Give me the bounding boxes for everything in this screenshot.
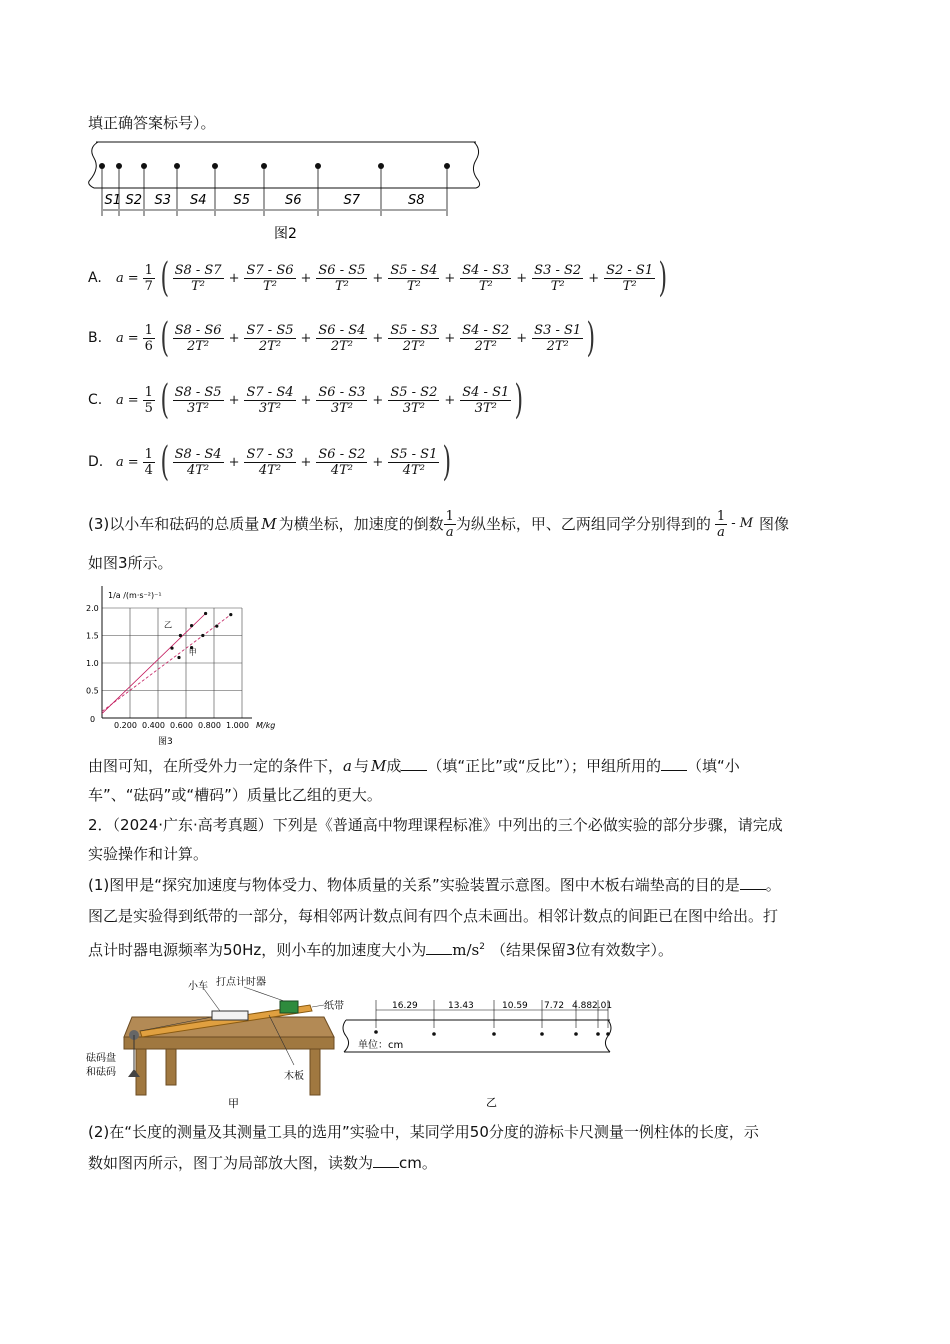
y-tick-label: 2.0	[86, 604, 99, 613]
option-term: $\frac{S7 - S3}{\text{4T²}}$	[246, 446, 294, 478]
distance-label: 4.88	[572, 1001, 593, 1011]
q2-part1-line3: 点计时器电源频率为50Hz，则小车的加速度大小为 $m/s^2$ （结果保留3位有效数字）。	[88, 941, 674, 959]
q3-text-a: (3)以小车和砝码的总质量	[88, 515, 260, 533]
option-term: $\frac{S7 - S4}{\text{3T²}}$	[246, 384, 294, 416]
answer-blank-1[interactable]	[401, 756, 427, 771]
answer-blank-3[interactable]	[740, 875, 766, 890]
data-point	[177, 656, 180, 659]
option-term: $\frac{S5 - S2}{\text{3T²}}$	[390, 384, 438, 416]
option-term: $\frac{S5 - S4}{\text{T²}}$	[390, 262, 438, 294]
option-term: $\frac{S8 - S5}{\text{3T²}}$	[174, 384, 222, 416]
option-term: $\frac{S6 - S3}{\text{3T²}}$	[318, 384, 366, 416]
fig3-caption: 图3	[158, 737, 173, 747]
option-term: $\frac{S2 - S1}{\text{T²}}$	[606, 262, 654, 294]
x-tick-label: 0.600	[170, 721, 193, 730]
segment-label: S4	[190, 193, 207, 208]
option-label: C.	[88, 392, 103, 408]
distance-label: 7.72	[544, 1001, 565, 1011]
option-term: $\frac{S4 - S1}{\text{3T²}}$	[462, 384, 510, 416]
data-point	[215, 625, 218, 628]
option-term: $\frac{S3 - S1}{\text{2T²}}$	[534, 322, 582, 354]
y-tick-label: 0.5	[86, 686, 99, 696]
label-tape: 纸带	[324, 1001, 344, 1012]
q3-line1: (3)以小车和砝码的总质量 M 为横坐标，加速度的倒数 $\frac{1}{a}$ 为纵坐标，甲、乙两组同学分别得到的 $\frac{1}{a}$ - M 图像	[88, 508, 790, 540]
option-term: $\frac{S6 - S5}{\text{T²}}$	[318, 262, 366, 294]
x-axis-label: M/kg	[256, 721, 276, 730]
data-point	[179, 634, 182, 637]
q3-text-c: 为纵坐标，甲、乙两组同学分别得到的	[455, 515, 711, 533]
option-term: $\frac{S5 - S1}{\text{4T²}}$	[390, 446, 438, 478]
segment-label: S5	[233, 193, 251, 208]
option-term: $\frac{S8 - S4}{\text{4T²}}$	[174, 446, 222, 478]
x-tick-label: 0.800	[198, 721, 221, 730]
segment-label: S1	[104, 193, 122, 208]
y-tick-label: 0	[90, 715, 96, 724]
answer-blank-4[interactable]	[426, 940, 452, 955]
var-M: M	[261, 515, 277, 533]
option-label: B.	[88, 330, 103, 346]
option-term: $\frac{S8 - S7}{\text{T²}}$	[174, 262, 222, 294]
option-term: $\frac{S8 - S6}{\text{2T²}}$	[174, 322, 222, 354]
option-term: $\frac{S3 - S2}{\text{T²}}$	[534, 262, 582, 294]
count-point	[432, 1032, 436, 1036]
apparatus-figure	[84, 965, 344, 1110]
conclusion-line1: 由图可知，在所受外力一定的条件下，a 与 M成 （填“正比”或“反比”）；甲组所用的 （填“小	[88, 757, 740, 775]
option-term: $\frac{S7 - S6}{\text{T²}}$	[246, 262, 294, 294]
intro-line: 填正确答案标号）。	[88, 114, 216, 132]
count-point	[606, 1032, 610, 1036]
data-point	[170, 647, 173, 650]
label-weight-pan: 砝码盘	[86, 1053, 116, 1064]
option-label: D.	[88, 454, 104, 470]
option-term: $\frac{S6 - S4}{\text{2T²}}$	[318, 322, 366, 354]
fig3-chart	[84, 580, 314, 750]
data-point	[204, 612, 207, 615]
distance-label: 13.43	[448, 1001, 474, 1011]
tape-figure	[86, 138, 486, 250]
option-b[interactable]: B. a = $\frac{1}{6}$ ( $\frac{S8 - S6}{\text{2T²}}$ + $\frac{S7 - S5}{\text{2T²}}$ + $\frac{S6 - S4}{\text{2T²}}$ + $\frac{S5 - S3}{\text{2T²}}$ + $\frac{S4 - S2}{\text{2T²}}$ + $\frac{S3 - S1}{\text{2T²}}$ )	[88, 315, 596, 361]
reciprocal-a-fraction: $\frac{1}{a}$	[445, 508, 454, 540]
segment-label: S8	[408, 193, 425, 208]
distance-label: 10.59	[502, 1001, 528, 1011]
x-tick-label: 0.400	[142, 721, 165, 730]
distance-label: 16.29	[392, 1001, 418, 1011]
caption-yi: 乙	[486, 1096, 497, 1109]
data-point	[229, 613, 232, 616]
caption-jia: 甲	[228, 1097, 239, 1110]
data-point	[201, 634, 204, 637]
segment-label: S7	[343, 193, 361, 208]
label-weights: 和砝码	[86, 1067, 116, 1078]
y-axis-label: 1/a /(m·s⁻²)⁻¹	[108, 591, 162, 600]
option-a[interactable]: A. a = $\frac{1}{7}$ ( $\frac{S8 - S7}{\text{T²}}$ + $\frac{S7 - S6}{\text{T²}}$ + $\frac{S6 - S5}{\text{T²}}$ + $\frac{S5 - S4}{\text{T²}}$ + $\frac{S4 - S3}{\text{T²}}$ + $\frac{S3 - S2}{\text{T²}}$ + $\frac{S2 - S1}{\text{T²}}$ )	[88, 255, 668, 301]
tape-distances-figure	[336, 1000, 626, 1112]
option-term: $\frac{S6 - S2}{\text{4T²}}$	[318, 446, 366, 478]
segment-label: S6	[285, 193, 302, 208]
y-tick-label: 1.5	[86, 631, 99, 641]
y-tick-label: 1.0	[86, 659, 99, 668]
option-term: $\frac{S5 - S3}{\text{2T²}}$	[390, 322, 438, 354]
count-point	[574, 1032, 578, 1036]
q3-text-d: 图像	[759, 515, 790, 533]
x-tick-label: 0.200	[114, 721, 137, 730]
q2-part1-line1: (1)图甲是“探究加速度与物体受力、物体质量的关系”实验装置示意图。图中木板右端垫高的目的是 。	[88, 876, 781, 894]
graph-name-fraction: $\frac{1}{a}$	[716, 508, 726, 540]
label-board: 木板	[284, 1071, 304, 1082]
q2-head: 2．（2024·广东·高考真题）下列是《普通高中物理课程标准》中列出的三个必做实验的部分步骤，请完成	[88, 816, 783, 834]
data-point	[190, 624, 193, 627]
count-point	[596, 1032, 600, 1036]
count-point	[540, 1032, 544, 1036]
answer-blank-2[interactable]	[661, 756, 687, 771]
fig2-caption: 图2	[274, 226, 297, 242]
series-line-yi	[102, 614, 206, 714]
option-c[interactable]: C. a = $\frac{1}{5}$ ( $\frac{S8 - S5}{\text{3T²}}$ + $\frac{S7 - S4}{\text{3T²}}$ + $\frac{S6 - S3}{\text{3T²}}$ + $\frac{S5 - S2}{\text{3T²}}$ + $\frac{S4 - S1}{\text{3T²}}$ )	[88, 377, 524, 423]
count-point	[492, 1032, 496, 1036]
option-term: $\frac{S7 - S5}{\text{2T²}}$	[246, 322, 294, 354]
answer-blank-5[interactable]	[373, 1153, 399, 1168]
q2-part2-line2: 数如图丙所示，图丁为局部放大图，读数为 cm。	[88, 1154, 437, 1172]
q3-line2: 如图3所示。	[88, 554, 173, 572]
option-label: A.	[88, 270, 102, 286]
q2-part2-line1: (2)在“长度的测量及其测量工具的选用”实验中，某同学用50分度的游标卡尺测量一例柱体的长度，示	[88, 1123, 759, 1141]
segment-label: S2	[125, 193, 143, 208]
series-label: 甲	[188, 647, 197, 657]
count-point	[374, 1030, 378, 1034]
tape-unit: 单位：cm	[358, 1040, 404, 1051]
conclusion-line2: 车”、“砝码”或“槽码”）质量比乙组的更大。	[88, 786, 382, 804]
option-term: $\frac{S4 - S3}{\text{T²}}$	[462, 262, 510, 294]
x-tick-label: 1.000	[226, 721, 249, 730]
q2-head2: 实验操作和计算。	[88, 845, 209, 863]
series-label: 乙	[164, 620, 172, 630]
q2-part1-line2: 图乙是实验得到纸带的一部分，每相邻两计数点间有四个点未画出。相邻计数点的间距已在图中给出。打	[88, 907, 779, 925]
option-term: $\frac{S4 - S2}{\text{2T²}}$	[462, 322, 510, 354]
option-d[interactable]: D. a = $\frac{1}{4}$ ( $\frac{S8 - S4}{\text{4T²}}$ + $\frac{S7 - S3}{\text{4T²}}$ + $\frac{S6 - S2}{\text{4T²}}$ + $\frac{S5 - S1}{\text{4T²}}$ )	[88, 439, 452, 485]
segment-label: S3	[154, 193, 172, 208]
q3-text-b: 为横坐标，加速度的倒数	[278, 515, 444, 533]
distance-label: 2.01	[592, 1001, 613, 1011]
label-cart: 小车	[188, 981, 208, 992]
label-timer: 打点计时器	[216, 977, 266, 988]
